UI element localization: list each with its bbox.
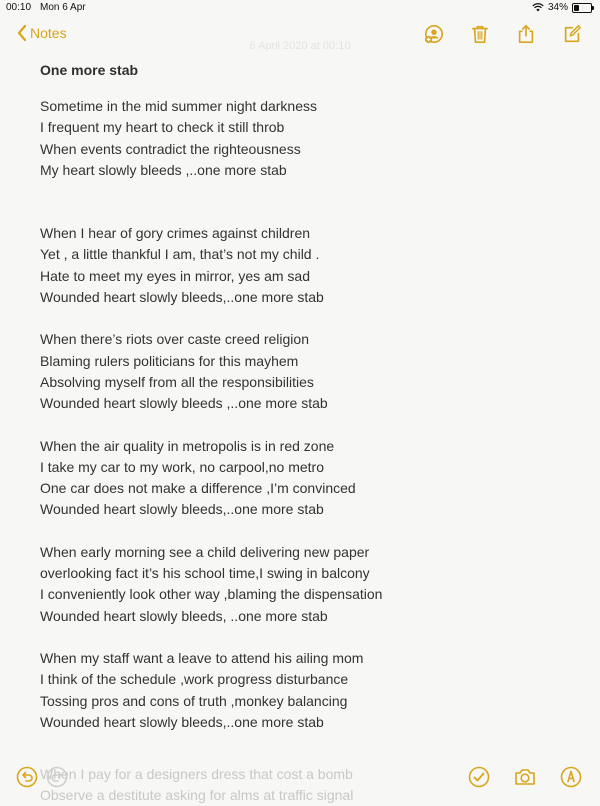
battery-percent: 34% bbox=[547, 2, 568, 13]
poem-line: I think of the schedule ,work progress disturbance bbox=[40, 671, 349, 688]
poem-line: Absolving myself from all the responsibilities bbox=[40, 373, 314, 390]
poem-line: Tossing pros and cons of truth ,monkey balancing bbox=[40, 692, 348, 709]
back-label: Notes bbox=[30, 25, 67, 41]
stanza-6 bbox=[40, 648, 584, 733]
note-title: One more stab bbox=[40, 62, 139, 78]
battery-icon bbox=[572, 3, 592, 13]
poem-line: Wounded heart slowly bleeds,..one more stab bbox=[40, 501, 324, 518]
poem-line: I take my car to my work, no carpool,no metro bbox=[40, 458, 324, 475]
poem-line: Wounded heart slowly bleeds,..one more stab bbox=[40, 289, 324, 306]
status-bar bbox=[0, 0, 600, 16]
note-body[interactable] bbox=[40, 62, 584, 754]
poem-line: Yet , a little thankful I am, that’s not my child . bbox=[40, 246, 320, 263]
poem-line: When events contradict the righteousness bbox=[40, 140, 301, 157]
poem-line: One car does not make a difference ,I’m convinced bbox=[40, 480, 356, 497]
checklist-icon[interactable] bbox=[468, 766, 490, 788]
trash-icon[interactable] bbox=[470, 24, 490, 44]
nav-bar bbox=[0, 18, 600, 54]
poem-line: When the air quality in metropolis is in red zone bbox=[40, 437, 335, 454]
poem-line: overlooking fact it’s his school time,I swing in balcony bbox=[40, 565, 370, 582]
poem-line: When there’s riots over caste creed religion bbox=[40, 331, 309, 348]
camera-icon[interactable] bbox=[514, 766, 536, 788]
status-date: Mon 6 Apr bbox=[40, 2, 86, 13]
poem-line: My heart slowly bleeds ,..one more stab bbox=[40, 161, 287, 178]
stanza-1 bbox=[40, 96, 584, 181]
bottom-toolbar bbox=[0, 754, 600, 800]
stanza-5 bbox=[40, 542, 584, 627]
stanza-3 bbox=[40, 329, 584, 414]
poem-line: Hate to meet my eyes in mirror, yes am sad bbox=[40, 267, 310, 284]
share-person-icon[interactable] bbox=[424, 24, 444, 44]
stanza-2 bbox=[40, 223, 584, 308]
poem-line: Wounded heart slowly bleeds, ..one more stab bbox=[40, 607, 328, 624]
wifi-icon bbox=[532, 3, 544, 12]
poem-line: I frequent my heart to check it still throb bbox=[40, 119, 285, 136]
poem-line: Sometime in the mid summer night darkness bbox=[40, 98, 317, 114]
nav-actions bbox=[424, 24, 582, 44]
poem-line: When early morning see a child delivering new paper bbox=[40, 543, 370, 560]
poem-line: When I hear of gory crimes against children bbox=[40, 225, 311, 242]
redo-icon[interactable] bbox=[46, 766, 68, 788]
poem-line: When my staff want a leave to attend his ailing mom bbox=[40, 649, 364, 666]
faded-line: Observe a destitute asking for alms at traffic signal bbox=[40, 787, 354, 803]
poem-line: I conveniently look other way ,blaming the dispensation bbox=[40, 586, 383, 603]
markup-icon[interactable] bbox=[560, 766, 582, 788]
status-right bbox=[532, 2, 592, 13]
poem-line: Wounded heart slowly bleeds ,..one more stab bbox=[40, 395, 328, 412]
faded-line: When I pay for a designers dress that cost a bomb bbox=[40, 766, 353, 782]
stanza-4 bbox=[40, 436, 584, 521]
battery-fill bbox=[574, 5, 579, 11]
undo-icon[interactable] bbox=[16, 766, 38, 788]
compose-icon[interactable] bbox=[562, 24, 582, 44]
poem-line: Blaming rulers politicians for this mayhem bbox=[40, 352, 299, 369]
share-icon[interactable] bbox=[516, 24, 536, 44]
note-date-ghost: 6 April 2020 at 00:10 bbox=[249, 40, 351, 52]
status-time: 00:10 bbox=[6, 2, 32, 13]
poem-line: Wounded heart slowly bleeds,..one more stab bbox=[40, 713, 324, 730]
